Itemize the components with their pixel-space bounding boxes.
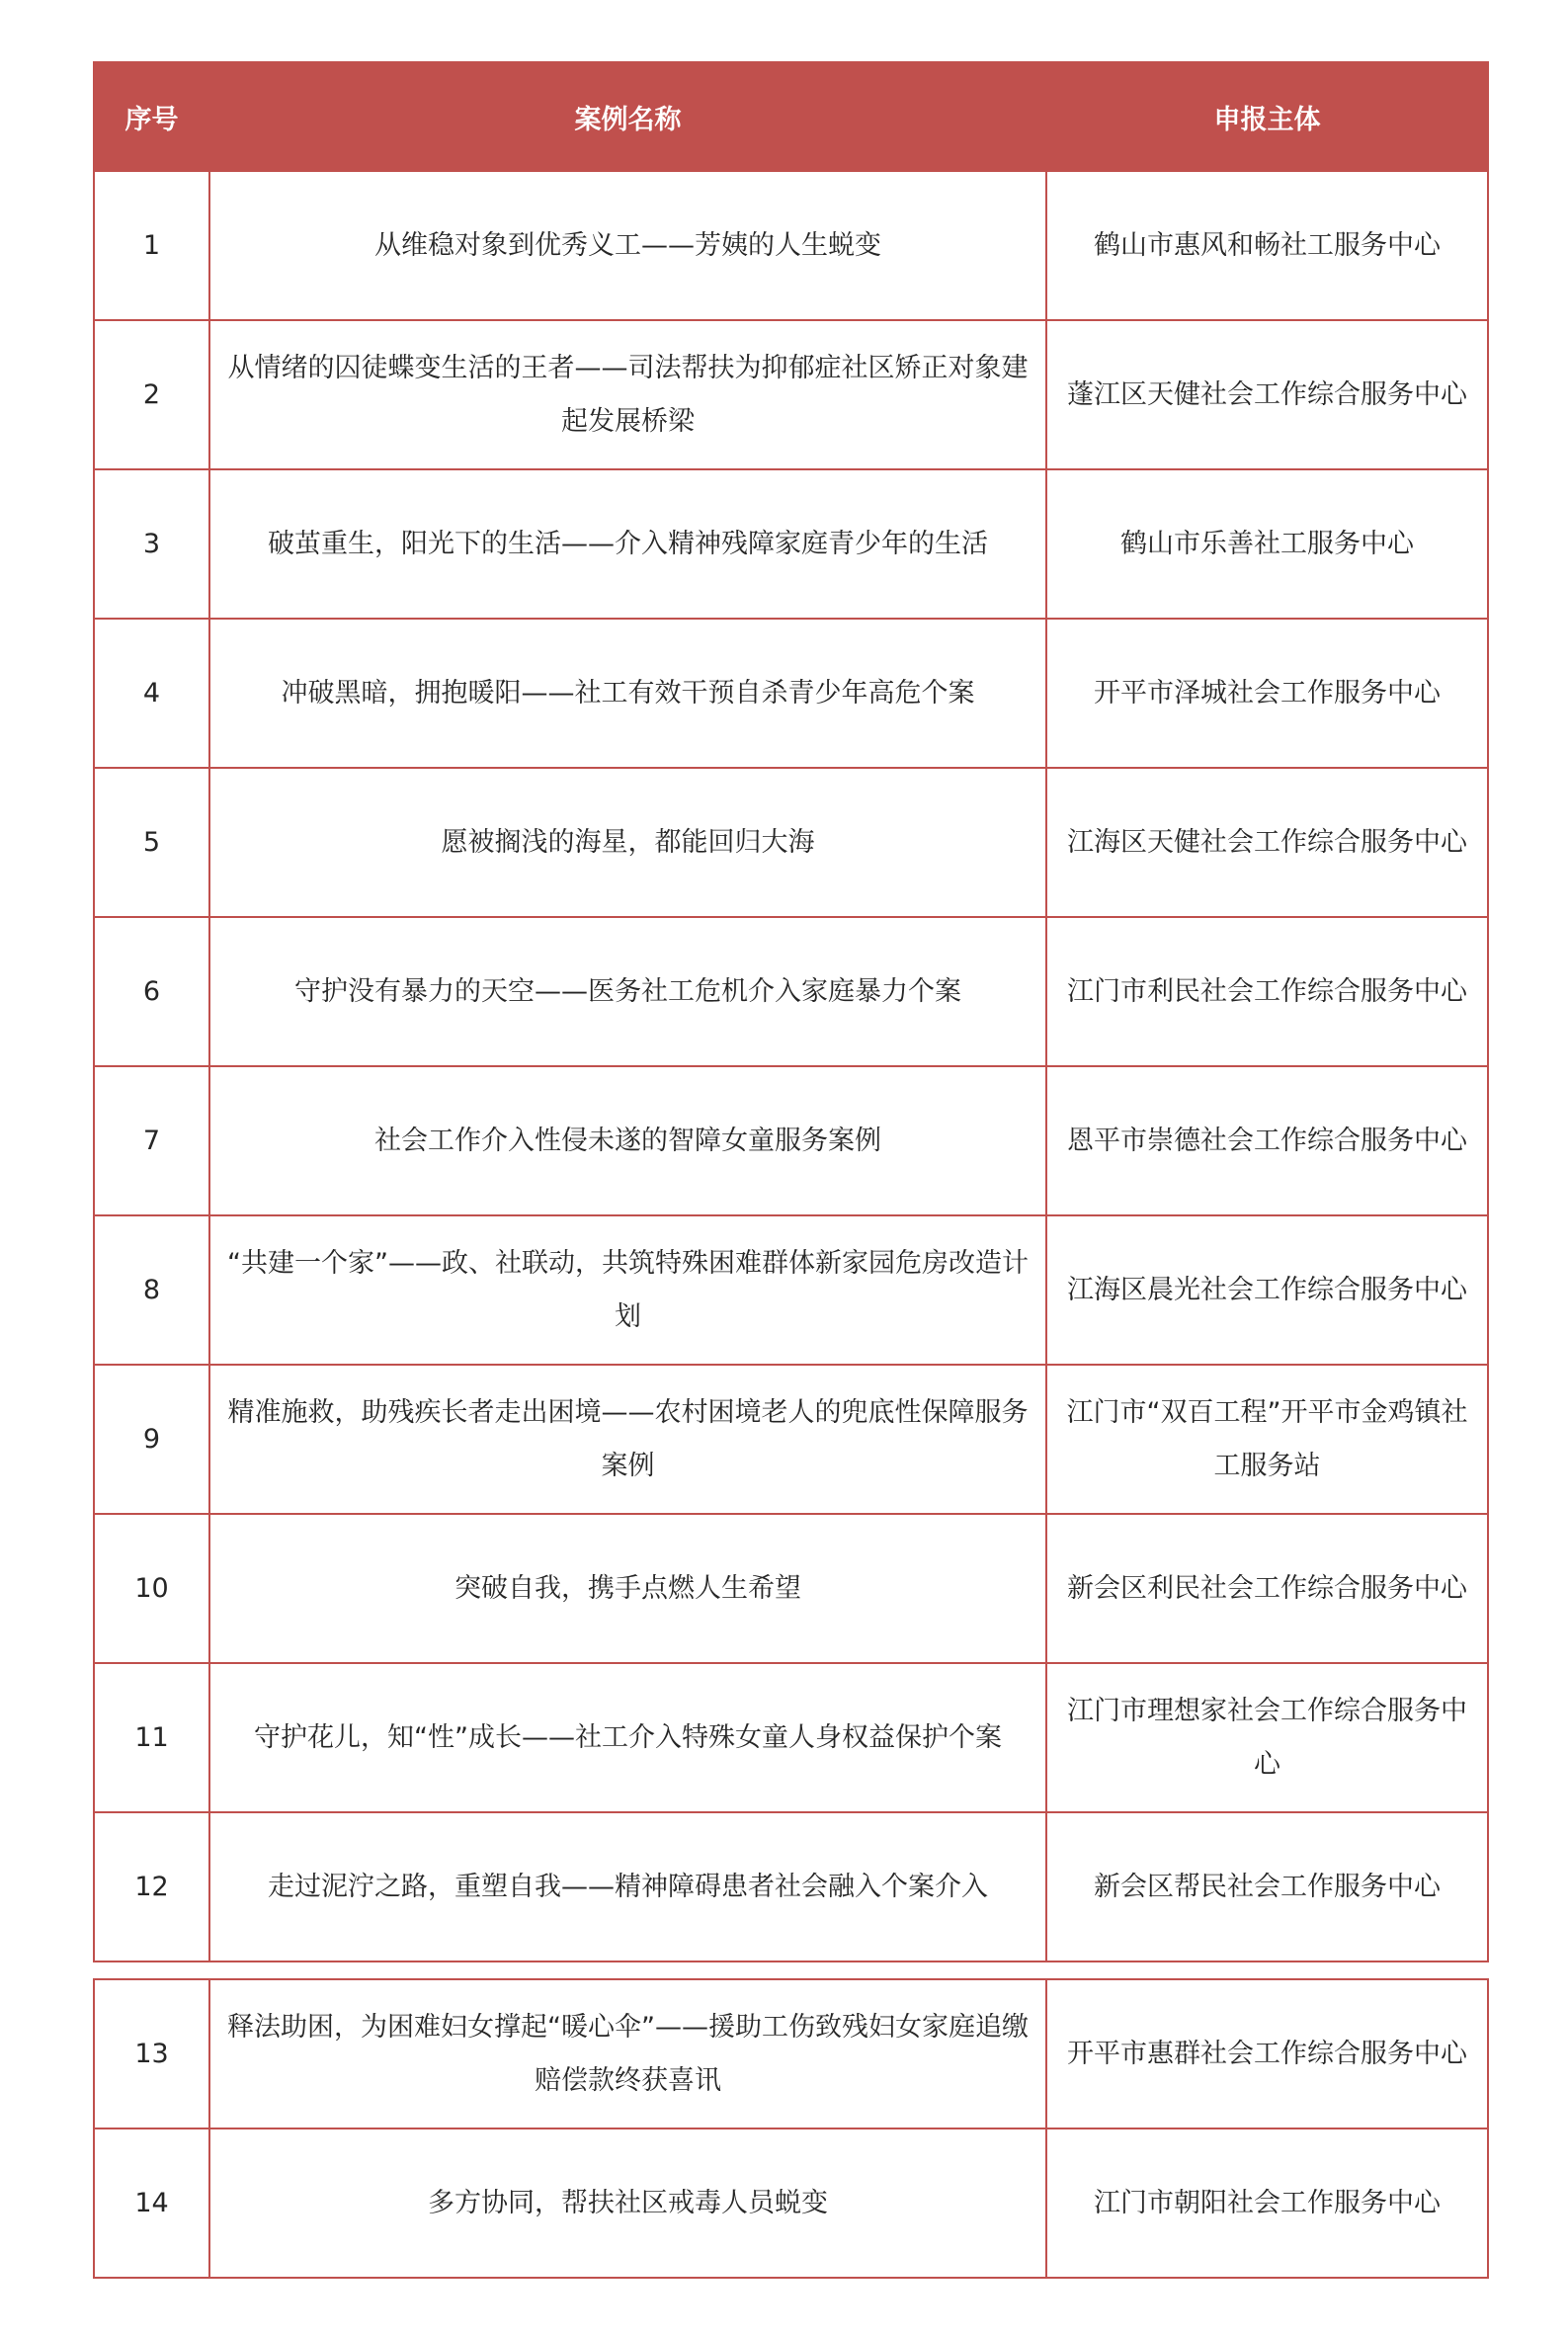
row-index: 12 bbox=[94, 1812, 209, 1961]
row-applicant: 江门市利民社会工作综合服务中心 bbox=[1046, 917, 1488, 1066]
row-case-name: 社会工作介入性侵未遂的智障女童服务案例 bbox=[209, 1066, 1046, 1215]
row-case-name: 冲破黑暗，拥抱暖阳——社工有效干预自杀青少年高危个案 bbox=[209, 619, 1046, 768]
row-case-name: 守护花儿，知“性”成长——社工介入特殊女童人身权益保护个案 bbox=[209, 1663, 1046, 1812]
row-applicant: 江海区晨光社会工作综合服务中心 bbox=[1046, 1215, 1488, 1365]
row-applicant: 江门市“双百工程”开平市金鸡镇社工服务站 bbox=[1046, 1365, 1488, 1514]
header-index: 序号 bbox=[94, 62, 209, 171]
row-index: 1 bbox=[94, 171, 209, 320]
table-row bbox=[94, 1215, 1488, 1365]
row-applicant: 恩平市崇德社会工作综合服务中心 bbox=[1046, 1066, 1488, 1215]
row-case-name: 释法助困，为困难妇女撑起“暖心伞”——援助工伤致残妇女家庭追缴赔偿款终获喜讯 bbox=[209, 1979, 1046, 2128]
row-applicant: 蓬江区天健社会工作综合服务中心 bbox=[1046, 320, 1488, 469]
row-index: 4 bbox=[94, 619, 209, 768]
row-case-name: 走过泥泞之路，重塑自我——精神障碍患者社会融入个案介入 bbox=[209, 1812, 1046, 1961]
row-index: 3 bbox=[94, 469, 209, 619]
row-case-name: 破茧重生，阳光下的生活——介入精神残障家庭青少年的生活 bbox=[209, 469, 1046, 619]
row-index: 10 bbox=[94, 1514, 209, 1663]
row-applicant: 江海区天健社会工作综合服务中心 bbox=[1046, 768, 1488, 917]
header-case-name: 案例名称 bbox=[209, 62, 1046, 171]
row-applicant: 新会区利民社会工作综合服务中心 bbox=[1046, 1514, 1488, 1663]
row-applicant: 新会区帮民社会工作服务中心 bbox=[1046, 1812, 1488, 1961]
row-applicant: 鹤山市惠风和畅社工服务中心 bbox=[1046, 171, 1488, 320]
row-index: 2 bbox=[94, 320, 209, 469]
row-case-name: 从维稳对象到优秀义工——芳姨的人生蜕变 bbox=[209, 171, 1046, 320]
table-header-row bbox=[94, 62, 1488, 171]
row-case-name: 突破自我，携手点燃人生希望 bbox=[209, 1514, 1046, 1663]
row-case-name: 愿被搁浅的海星，都能回归大海 bbox=[209, 768, 1046, 917]
table-row bbox=[94, 1663, 1488, 1812]
table-row bbox=[94, 1979, 1488, 2128]
row-index: 11 bbox=[94, 1663, 209, 1812]
row-index: 5 bbox=[94, 768, 209, 917]
row-index: 8 bbox=[94, 1215, 209, 1365]
row-index: 6 bbox=[94, 917, 209, 1066]
row-case-name: “共建一个家”——政、社联动，共筑特殊困难群体新家园危房改造计划 bbox=[209, 1215, 1046, 1365]
row-case-name: 守护没有暴力的天空——医务社工危机介入家庭暴力个案 bbox=[209, 917, 1046, 1066]
table-row bbox=[94, 1812, 1488, 1961]
row-case-name: 多方协同，帮扶社区戒毒人员蜕变 bbox=[209, 2128, 1046, 2278]
table-row bbox=[94, 171, 1488, 320]
table-row bbox=[94, 2128, 1488, 2278]
table-row bbox=[94, 768, 1488, 917]
table-row bbox=[94, 1066, 1488, 1215]
header-applicant: 申报主体 bbox=[1046, 62, 1488, 171]
row-applicant: 江门市理想家社会工作综合服务中心 bbox=[1046, 1663, 1488, 1812]
row-applicant: 鹤山市乐善社工服务中心 bbox=[1046, 469, 1488, 619]
table-row bbox=[94, 1514, 1488, 1663]
row-case-name: 从情绪的囚徒蝶变生活的王者——司法帮扶为抑郁症社区矫正对象建起发展桥梁 bbox=[209, 320, 1046, 469]
row-applicant: 江门市朝阳社会工作服务中心 bbox=[1046, 2128, 1488, 2278]
row-index: 7 bbox=[94, 1066, 209, 1215]
row-applicant: 开平市惠群社会工作综合服务中心 bbox=[1046, 1979, 1488, 2128]
row-index: 14 bbox=[94, 2128, 209, 2278]
table-row bbox=[94, 469, 1488, 619]
table-row bbox=[94, 619, 1488, 768]
table-row bbox=[94, 917, 1488, 1066]
row-index: 13 bbox=[94, 1979, 209, 2128]
row-index: 9 bbox=[94, 1365, 209, 1514]
row-applicant: 开平市泽城社会工作服务中心 bbox=[1046, 619, 1488, 768]
table-row bbox=[94, 320, 1488, 469]
case-table bbox=[93, 61, 1489, 1962]
row-case-name: 精准施救，助残疾长者走出困境——农村困境老人的兜底性保障服务案例 bbox=[209, 1365, 1046, 1514]
case-table-continued bbox=[93, 1978, 1489, 2279]
table-row bbox=[94, 1365, 1488, 1514]
